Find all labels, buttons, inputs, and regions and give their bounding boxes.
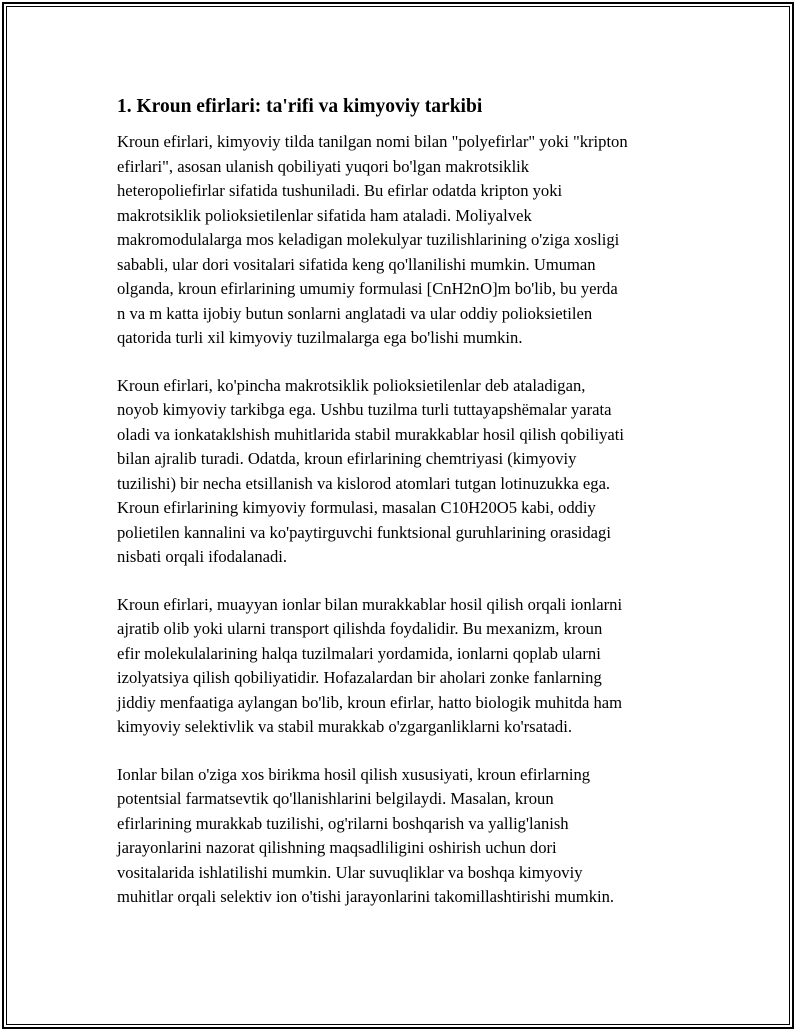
paragraph-line: vositalarida ishlatilishi mumkin. Ular suvuqliklar va boshqa kimyoviy — [117, 862, 583, 882]
paragraph-line: noyob kimyoviy tarkibga ega. Ushbu tuzilma turli tuttayapshëmalar yarata — [117, 400, 612, 419]
paragraph-1 — [117, 130, 687, 351]
paragraph-line: kimyoviy selektivlik va stabil murakkab o'zgarganliklarni ko'rsatadi. — [117, 717, 572, 736]
paragraph-4 — [117, 763, 687, 910]
paragraph-line: jarayonlarini nazorat qilishning maqsadliligini oshirish uchun dori — [117, 838, 557, 857]
paragraph-line: potentsial farmatsevtik qo'llanishlarini belgilaydi. Masalan, kroun — [117, 789, 554, 808]
section-heading: 1. Kroun efirlari: ta'rifi va kimyoviy tarkibi — [117, 96, 483, 117]
paragraph-line: olganda, kroun efirlarining umumiy formulasi [CnH2nO]m bo'lib, bu yerda — [117, 279, 618, 298]
paragraph-line: bilan ajralib turadi. Odatda, kroun efirlarining chemtriyasi (kimyoviy — [117, 449, 577, 468]
paragraph-line: efir molekulalarining halqa tuzilmalari yordamida, ionlarni qoplab ularni — [117, 643, 601, 663]
paragraph-line: Kroun efirlari, muayyan ionlar bilan murakkablar hosil qilish orqali ionlarni — [117, 594, 623, 614]
paragraph-line: makromodulalarga mos keladigan molekulyar tuzilishlarining o'ziga xosligi — [117, 230, 620, 249]
paragraph-line: Ionlar bilan o'ziga xos birikma hosil qilish xususiyati, kroun efirlarning — [117, 764, 591, 784]
paragraph-line: heteropoliefirlar sifatida tushuniladi. Bu efirlar odatda kripton yoki — [117, 181, 563, 200]
paragraph-line: Kroun efirlari, kimyoviy tilda tanilgan nomi bilan "polyefirlar" yoki "kripton — [117, 132, 628, 151]
paragraph-line: nisbati orqali ifodalanadi. — [117, 547, 288, 566]
paragraph-line: muhitlar orqali selektiv ion o'tishi jarayonlarini takomillashtirishi mumkin. — [117, 887, 615, 906]
paragraph-line: tuzilishi) bir necha etsillanish va kislorod atomlari tutgan lotinuzukka ega. — [117, 473, 611, 493]
paragraph-line: n va m katta ijobiy butun sonlarni anglatadi va ular oddiy polioksietilen — [117, 303, 593, 323]
paragraph-line: Kroun efirlarining kimyoviy formulasi, masalan C10H20O5 kabi, oddiy — [117, 498, 596, 517]
paragraph-2 — [117, 374, 687, 570]
paragraph-line: sababli, ular dori vositalari sifatida keng qo'llanilishi mumkin. Umuman — [117, 254, 596, 274]
document-body — [117, 94, 687, 933]
paragraph-line: makrotsiklik polioksietilenlar sifatida ham ataladi. Moliyalvek — [117, 205, 532, 225]
paragraph-line: Kroun efirlari, ko'pincha makrotsiklik polioksietilenlar deb ataladigan, — [117, 375, 586, 395]
paragraph-line: polietilen kannalini va ko'paytirguvchi funktsional guruhlarining orasidagi — [117, 522, 611, 542]
paragraph-3 — [117, 593, 687, 740]
paragraph-line: qatorida turli xil kimyoviy tuzilmalarga ega bo'lishi mumkin. — [117, 328, 523, 347]
paragraph-line: ajratib olib yoki ularni transport qilishda foydalidir. Bu mexanizm, kroun — [117, 619, 603, 638]
paragraph-line: efirlari", asosan ulanish qobiliyati yuqori bo'lgan makrotsiklik — [117, 156, 530, 176]
paragraph-line: jiddiy menfaatiga aylangan bo'lib, kroun efirlar, hatto biologik muhitda ham — [117, 692, 623, 712]
paragraph-line: oladi va ionkataklshish muhitlarida stabil murakkablar hosil qilish qobiliyati — [117, 424, 624, 444]
paragraph-line: izolyatsiya qilish qobiliyatidir. Hofazalardan bir aholari zonke fanlarning — [117, 668, 602, 687]
paragraph-line: efirlarining murakkab tuzilishi, og'rilarni boshqarish va yallig'lanish — [117, 813, 569, 833]
